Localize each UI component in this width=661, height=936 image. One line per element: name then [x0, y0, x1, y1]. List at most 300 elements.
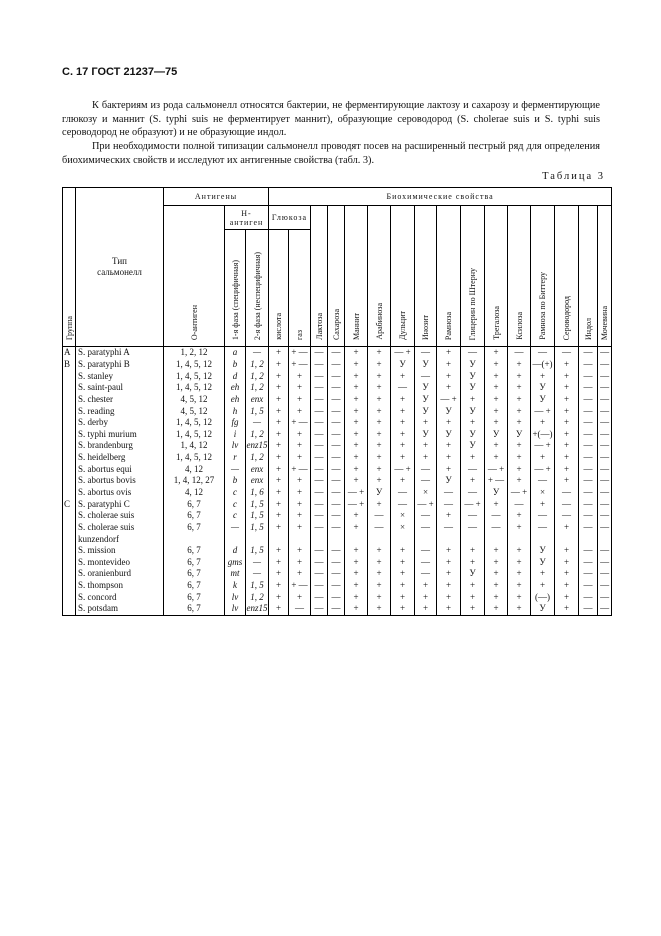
value-cell: —: [579, 347, 598, 359]
group-cell: [63, 382, 76, 394]
value-cell: —: [598, 487, 612, 499]
value-cell: —: [311, 580, 328, 592]
value-cell: — +: [531, 463, 555, 475]
value-cell: —: [579, 510, 598, 522]
value-cell: [531, 533, 555, 545]
o-antigen-cell: 1, 4, 5, 12: [164, 359, 225, 371]
value-cell: +: [345, 440, 368, 452]
value-cell: +: [415, 440, 437, 452]
value-cell: +: [345, 370, 368, 382]
value-cell: —: [415, 522, 437, 534]
type-cell: S. abortus bovis: [76, 475, 164, 487]
col-header-h2s: Сероводород: [555, 206, 579, 347]
o-antigen-cell: 1, 4, 5, 12: [164, 382, 225, 394]
phase1-cell: —: [225, 522, 246, 534]
value-cell: — +: [415, 498, 437, 510]
col-header-glycerol: Глицерин по Штерну: [461, 206, 485, 347]
phase1-cell: eh: [225, 382, 246, 394]
value-cell: +: [368, 498, 391, 510]
type-cell: S. cholerae suis: [76, 522, 164, 534]
value-cell: +: [531, 498, 555, 510]
value-cell: +: [391, 440, 415, 452]
value-cell: +: [368, 382, 391, 394]
type-cell: S. abortus equi: [76, 463, 164, 475]
value-cell: —: [579, 428, 598, 440]
value-cell: —(+): [532, 358, 553, 369]
value-cell: —: [461, 522, 485, 534]
phase1-cell: [225, 533, 246, 545]
value-cell: —: [415, 568, 437, 580]
value-cell: [437, 533, 461, 545]
value-cell: +: [391, 370, 415, 382]
value-cell: —: [415, 370, 437, 382]
value-cell: —: [579, 463, 598, 475]
col-header-acid: кислота: [269, 230, 289, 347]
value-cell: +: [368, 557, 391, 569]
value-cell: У: [461, 440, 485, 452]
value-cell: +: [289, 428, 311, 440]
value-cell: +: [437, 347, 461, 359]
table-row: [63, 475, 612, 487]
page-header: С. 17 ГОСТ 21237—75: [62, 66, 178, 78]
value-cell: +: [269, 603, 289, 615]
value-cell: + —: [485, 475, 508, 487]
value-cell: +: [368, 405, 391, 417]
value-cell: —: [328, 382, 345, 394]
table-body: [63, 347, 612, 616]
phase1-cell: r: [225, 452, 246, 464]
value-cell: +: [269, 557, 289, 569]
value-cell: —: [598, 394, 612, 406]
value-cell: +: [461, 417, 485, 429]
type-cell: S. stanley: [76, 370, 164, 382]
value-cell: +: [437, 370, 461, 382]
value-cell: —: [311, 440, 328, 452]
value-cell: +: [485, 359, 508, 371]
value-cell: —: [531, 347, 555, 359]
phase2-cell: 1, 2: [246, 382, 269, 394]
phase2-cell: —: [246, 568, 269, 580]
type-cell: S. paratyphi A: [76, 347, 164, 359]
value-cell: +: [345, 405, 368, 417]
value-cell: +: [368, 370, 391, 382]
value-cell: —: [311, 603, 328, 615]
value-cell: +: [555, 452, 579, 464]
group-cell: [63, 370, 76, 382]
value-cell: У: [437, 428, 461, 440]
col-header-rhamnose-bitter: Рамноза по Биттеру: [531, 206, 555, 347]
value-cell: [508, 533, 531, 545]
value-cell: —: [328, 603, 345, 615]
value-cell: —: [311, 382, 328, 394]
value-cell: —: [391, 487, 415, 499]
value-cell: +: [391, 428, 415, 440]
value-cell: +: [485, 347, 508, 359]
value-cell: —: [598, 475, 612, 487]
value-cell: +: [461, 394, 485, 406]
value-cell: +: [269, 522, 289, 534]
value-cell: —: [391, 498, 415, 510]
value-cell: +: [269, 580, 289, 592]
value-cell: +: [485, 382, 508, 394]
table-row: [63, 591, 612, 603]
value-cell: [415, 533, 437, 545]
table-row: [63, 405, 612, 417]
table-row: [63, 452, 612, 464]
phase1-cell: c: [225, 498, 246, 510]
value-cell: —: [328, 498, 345, 510]
value-cell: +: [368, 580, 391, 592]
value-cell: —: [579, 557, 598, 569]
value-cell: У: [531, 382, 555, 394]
value-cell: —: [598, 545, 612, 557]
value-cell: —: [598, 417, 612, 429]
value-cell: —: [579, 359, 598, 371]
value-cell: У: [461, 405, 485, 417]
value-cell: +: [508, 463, 531, 475]
value-cell: +: [555, 370, 579, 382]
col-header-lactose: Лактоза: [311, 206, 328, 347]
value-cell: +: [508, 545, 531, 557]
value-cell: +: [485, 405, 508, 417]
value-cell: [555, 533, 579, 545]
value-cell: +: [289, 510, 311, 522]
value-cell: У: [461, 382, 485, 394]
value-cell: —: [328, 522, 345, 534]
value-cell: [368, 533, 391, 545]
type-cell: S. brandenburg: [76, 440, 164, 452]
value-cell: +: [437, 557, 461, 569]
phase1-cell: mt: [225, 568, 246, 580]
value-cell: —: [598, 428, 612, 440]
group-cell: C: [63, 498, 76, 510]
phase2-cell: 1, 2: [246, 359, 269, 371]
value-cell: +: [368, 545, 391, 557]
col-header-o-antigen: О-антиген: [164, 206, 225, 347]
value-cell: +: [391, 417, 415, 429]
value-cell: —: [311, 428, 328, 440]
o-antigen-cell: 6, 7: [164, 522, 225, 534]
group-cell: [63, 487, 76, 499]
value-cell: —: [598, 463, 612, 475]
value-cell: +: [269, 417, 289, 429]
value-cell: — +: [391, 463, 415, 475]
type-cell: kunzendorf: [76, 533, 164, 545]
value-cell: +: [437, 603, 461, 615]
value-cell: —: [328, 591, 345, 603]
value-cell: +: [555, 417, 579, 429]
phase2-cell: 1, 5: [246, 522, 269, 534]
table-row: [63, 533, 612, 545]
value-cell: +: [555, 463, 579, 475]
group-cell: [63, 452, 76, 464]
value-cell: +: [289, 370, 311, 382]
group-cell: [63, 522, 76, 534]
value-cell: +: [555, 545, 579, 557]
o-antigen-cell: 1, 4, 5, 12: [164, 452, 225, 464]
value-cell: +: [391, 603, 415, 615]
value-cell: —: [579, 417, 598, 429]
value-cell: +: [345, 359, 368, 371]
group-cell: [63, 533, 76, 545]
phase1-cell: k: [225, 580, 246, 592]
value-cell: —: [328, 510, 345, 522]
o-antigen-cell: 6, 7: [164, 603, 225, 615]
phase2-cell: enx: [246, 463, 269, 475]
value-cell: +: [415, 580, 437, 592]
value-cell: — +: [531, 440, 555, 452]
value-cell: +: [531, 370, 555, 382]
value-cell: +: [555, 568, 579, 580]
value-cell: + —: [289, 359, 311, 371]
o-antigen-cell: 1, 4, 12, 27: [164, 475, 225, 487]
value-cell: —: [555, 347, 579, 359]
phase1-cell: b: [225, 475, 246, 487]
value-cell: +: [269, 463, 289, 475]
table-row: [63, 510, 612, 522]
value-cell: —: [311, 463, 328, 475]
o-antigen-cell: [164, 533, 225, 545]
value-cell: +: [485, 452, 508, 464]
value-cell: +: [368, 603, 391, 615]
value-cell: +: [508, 440, 531, 452]
col-header-group: Группа: [63, 188, 76, 347]
value-cell: —: [328, 452, 345, 464]
value-cell: —: [598, 557, 612, 569]
value-cell: +: [555, 440, 579, 452]
value-cell: У: [415, 405, 437, 417]
value-cell: +: [269, 487, 289, 499]
phase1-cell: c: [225, 510, 246, 522]
value-cell: +: [531, 417, 555, 429]
value-cell: +: [269, 591, 289, 603]
value-cell: —: [531, 522, 555, 534]
value-cell: +: [289, 568, 311, 580]
group-cell: [63, 475, 76, 487]
value-cell: +: [555, 591, 579, 603]
value-cell: —: [598, 498, 612, 510]
group-cell: [63, 557, 76, 569]
value-cell: +: [508, 580, 531, 592]
value-cell: +: [437, 591, 461, 603]
value-cell: +: [391, 475, 415, 487]
value-cell: У: [461, 428, 485, 440]
value-cell: +: [437, 359, 461, 371]
phase2-cell: 1, 5: [246, 510, 269, 522]
phase1-cell: lv: [225, 591, 246, 603]
value-cell: У: [461, 568, 485, 580]
phase1-cell: lv: [225, 440, 246, 452]
phase1-cell: lv: [225, 603, 246, 615]
phase2-cell: 1, 6: [246, 487, 269, 499]
value-cell: —: [598, 405, 612, 417]
value-cell: —: [598, 603, 612, 615]
value-cell: —: [368, 522, 391, 534]
col-header-indole: Индол: [579, 206, 598, 347]
table-row: [63, 580, 612, 592]
value-cell: +: [345, 568, 368, 580]
value-cell: +: [345, 394, 368, 406]
value-cell: +: [345, 475, 368, 487]
value-cell: —: [328, 557, 345, 569]
value-cell: +: [415, 417, 437, 429]
value-cell: +: [289, 440, 311, 452]
group-cell: A: [63, 347, 76, 359]
value-cell: +: [485, 498, 508, 510]
table-row: [63, 417, 612, 429]
col-header-phase1: 1-я фаза (специфичная): [225, 230, 246, 347]
value-cell: +: [485, 440, 508, 452]
value-cell: —: [311, 475, 328, 487]
value-cell: —: [311, 487, 328, 499]
value-cell: —: [391, 382, 415, 394]
table-row: [63, 440, 612, 452]
value-cell: +: [368, 359, 391, 371]
value-cell: +: [555, 557, 579, 569]
phase2-cell: 1, 2: [246, 428, 269, 440]
col-header-inositol: Инозит: [415, 206, 437, 347]
value-cell: —: [579, 394, 598, 406]
col-header-type: Тип сальмонелл: [76, 188, 164, 347]
value-cell: +: [289, 475, 311, 487]
table-label: Таблица 3: [542, 171, 605, 182]
value-cell: —: [579, 580, 598, 592]
value-cell: +: [391, 452, 415, 464]
value-cell: —: [485, 510, 508, 522]
value-cell: —: [579, 591, 598, 603]
o-antigen-cell: 6, 7: [164, 568, 225, 580]
value-cell: +: [368, 452, 391, 464]
value-cell: +: [508, 370, 531, 382]
value-cell: —: [289, 603, 311, 615]
value-cell: +: [508, 417, 531, 429]
value-cell: У: [461, 370, 485, 382]
value-cell: +: [461, 557, 485, 569]
col-header-urea: Мочевина: [598, 206, 612, 347]
value-cell: +: [508, 510, 531, 522]
value-cell: ×: [391, 522, 415, 534]
value-cell: —: [598, 359, 612, 371]
group-cell: [63, 440, 76, 452]
value-cell: +: [345, 510, 368, 522]
value-cell: —: [328, 405, 345, 417]
value-cell: +: [437, 545, 461, 557]
value-cell: —: [311, 347, 328, 359]
value-cell: — +: [345, 498, 368, 510]
phase2-cell: 1, 2: [246, 370, 269, 382]
value-cell: —: [311, 568, 328, 580]
value-cell: —: [555, 487, 579, 499]
value-cell: —: [461, 347, 485, 359]
value-cell: —: [311, 522, 328, 534]
type-cell: S. typhi murium: [76, 428, 164, 440]
value-cell: —: [598, 510, 612, 522]
group-cell: [63, 510, 76, 522]
value-cell: +: [345, 382, 368, 394]
value-cell: —: [328, 347, 345, 359]
col-header-rhamnose: Рамноза: [437, 206, 461, 347]
type-cell: S. potsdam: [76, 603, 164, 615]
phase2-cell: enx: [246, 475, 269, 487]
phase2-cell: 1, 2: [246, 591, 269, 603]
value-cell: +: [508, 603, 531, 615]
value-cell: У: [415, 382, 437, 394]
value-cell: +: [289, 394, 311, 406]
value-cell: У: [485, 428, 508, 440]
value-cell: —: [579, 603, 598, 615]
table-head: [63, 188, 612, 347]
col-header-arabinose: Арабиноза: [368, 206, 391, 347]
o-antigen-cell: 4, 12: [164, 463, 225, 475]
value-cell: У: [531, 603, 555, 615]
value-cell: +: [289, 487, 311, 499]
value-cell: —: [311, 510, 328, 522]
value-cell: —: [415, 475, 437, 487]
group-cell: [63, 405, 76, 417]
phase2-cell: 1, 5: [246, 580, 269, 592]
value-cell: +: [555, 382, 579, 394]
value-cell: + —: [289, 463, 311, 475]
value-cell: +: [345, 463, 368, 475]
group-cell: [63, 545, 76, 557]
value-cell: +: [289, 522, 311, 534]
value-cell: +: [345, 347, 368, 359]
value-cell: —: [328, 475, 345, 487]
value-cell: У: [368, 487, 391, 499]
value-cell: —: [579, 545, 598, 557]
phase1-cell: b: [225, 359, 246, 371]
col-header-dulcitol: Дульцит: [391, 206, 415, 347]
value-cell: —: [598, 440, 612, 452]
value-cell: — +: [437, 394, 461, 406]
value-cell: —: [598, 370, 612, 382]
value-cell: У: [531, 394, 555, 406]
value-cell: +: [437, 568, 461, 580]
value-cell: +: [461, 591, 485, 603]
value-cell: +: [269, 428, 289, 440]
value-cell: —: [328, 417, 345, 429]
value-cell: +: [391, 545, 415, 557]
value-cell: +: [289, 591, 311, 603]
value-cell: +: [345, 580, 368, 592]
value-cell: [328, 533, 345, 545]
group-cell: [63, 394, 76, 406]
value-cell: —: [328, 359, 345, 371]
value-cell: +: [415, 452, 437, 464]
group-cell: [63, 591, 76, 603]
col-header-mannitol: Маннит: [345, 206, 368, 347]
value-cell: +: [368, 591, 391, 603]
value-cell: +: [555, 359, 579, 371]
o-antigen-cell: 6, 7: [164, 510, 225, 522]
value-cell: —: [579, 382, 598, 394]
col-header-biochem: Биохимические свойства: [269, 188, 612, 206]
value-cell: +: [289, 452, 311, 464]
value-cell: —: [328, 487, 345, 499]
group-cell: [63, 463, 76, 475]
value-cell: —: [311, 417, 328, 429]
value-cell: +: [555, 522, 579, 534]
type-cell: S. paratyphi B: [76, 359, 164, 371]
value-cell: —: [415, 510, 437, 522]
phase2-cell: —: [246, 417, 269, 429]
type-cell: S. saint-paul: [76, 382, 164, 394]
phase1-cell: i: [225, 428, 246, 440]
paragraph-2: При необходимости полной типизации сальмонелл проводят посев на расширенный пестрый ряд для определения биохимических свойств и исследуют их антигенные свойства (табл. 3).: [62, 141, 600, 166]
value-cell: —: [508, 498, 531, 510]
o-antigen-cell: 4, 5, 12: [164, 405, 225, 417]
value-cell: — +: [345, 487, 368, 499]
